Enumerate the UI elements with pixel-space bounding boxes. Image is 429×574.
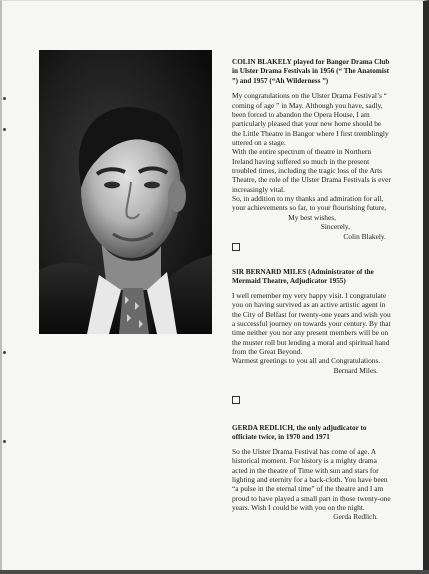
blakely-section [232,58,392,241]
miles-paragraph: I well remember my very happy visit. I congratulate you on having survived as an active artistic agent in the City of Belfast for twenty-one years and wish you a successful journey on towards your century. By that time neither you nor any present members will be on the muster roll but lending a moral and spiritual hand from the Great Beyond. [232,290,391,356]
blakely-paragraph: With the entire spectrum of theatre in Northern Ireland having suffered so much in the present troubled times, including the tragic loss of the Arts Theatre, the role of the Ulster Drama Festivals is ever increasingly vital. [232,147,391,194]
redlich-section [232,424,392,522]
blakely-paragraph: My congratulations on the Ulster Drama Festival’s “ coming of age ” in May. Although you have, sadly, been forced to abandon the Opera House, I am particularly pleased that your new home should be the Little Theatre in Bangor where I first tremblingly uttered on a stage. [232,91,389,147]
redlich-paragraph: So the Ulster Drama Festival has come of age. A historical moment. For history is a mighty drama acted in the theatre of Time with sun and stars for lighting and eternity for a back-cloth. You have been “a pulse in the eternal time” of the theatre and I am proud to have played a small part in those twenty-one years. Wish I could be with you on the night. [232,446,391,512]
miles-section [232,268,392,375]
miles-paragraph: Warmest greetings to you all and Congratulations. [232,356,381,366]
miles-signature: Bernard Miles. [333,365,378,375]
redlich-signature: Gerda Redlich. [333,512,378,522]
binding-mark [3,128,6,131]
blakely-closing-line: Sincerely, [320,222,350,232]
blakely-paragraph: So, in addition to my thanks and admiration for all, your achievements so far, to your flourishing future, [232,194,387,213]
page-bottom-edge [0,570,429,574]
blakely-signature: Colin Blakely. [343,231,386,241]
portrait-photo [39,50,212,334]
section-divider-box [232,396,240,404]
binding-mark [3,97,6,100]
blakely-closing-line: My best wishes, [288,212,336,222]
section-divider-box [232,243,240,251]
binding-mark [3,440,6,443]
binding-mark [3,351,6,354]
redlich-heading: GERDA REDLICH, the only adjudicator to officiate twice, in 1970 and 1971 [232,424,367,442]
miles-heading: SIR BERNARD MILES (Administrator of the Mermaid Theatre, Adjudicator 1955) [232,268,374,286]
blakely-heading: COLIN BLAKELY played for Bangor Drama Club in Ulster Drama Festivals in 1956 (“ The Anatomist ”) and 1957 (“Ah Wilderness ”) [232,58,390,85]
